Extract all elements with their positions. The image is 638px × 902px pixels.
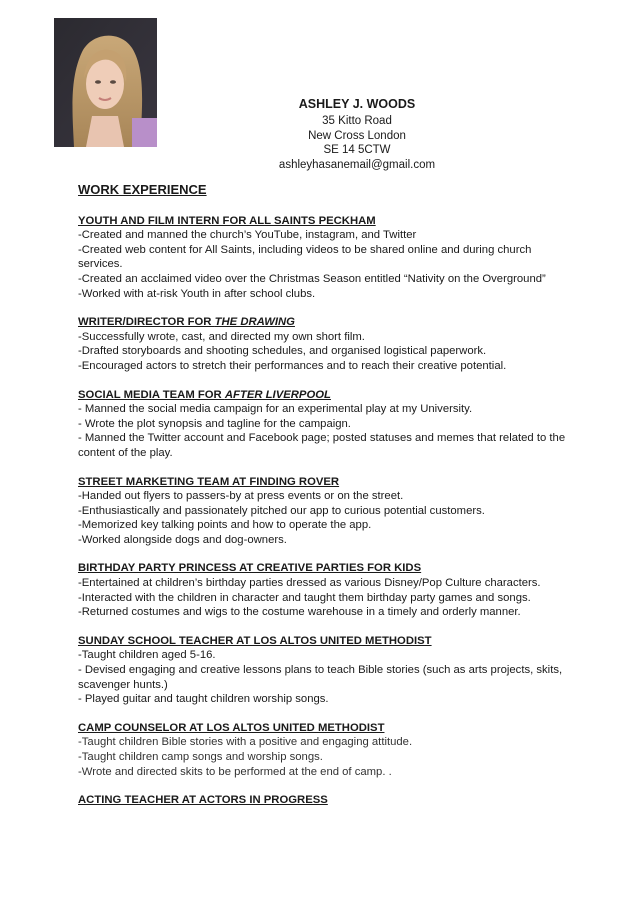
job-entry (78, 561, 568, 619)
resume-body (78, 183, 568, 822)
job-duty-line: -Interacted with the children in character and taught them birthday party games and songs. (78, 591, 531, 604)
job-duty-line: -Taught children camp songs and worship songs. (78, 751, 323, 763)
job-title-text: SUNDAY SCHOOL TEACHER AT LOS ALTOS UNITED METHODIST (78, 634, 432, 647)
job-duty-line: - Played guitar and taught children worship songs. (78, 693, 329, 706)
job-entry (78, 388, 568, 461)
portrait-image (54, 18, 157, 147)
job-title-text: BIRTHDAY PARTY PRINCESS AT CREATIVE PARTIES FOR KIDS (78, 562, 422, 575)
email: ashleyhasanemail@gmail.com (278, 158, 436, 171)
job-duty-line: - Manned the social media campaign for an experimental play at my University. (78, 403, 473, 416)
job-title (78, 721, 568, 736)
job-title (78, 315, 568, 330)
job-entry (78, 793, 568, 808)
job-entry (78, 475, 568, 548)
section-title-work-experience: WORK EXPERIENCE (78, 182, 207, 197)
job-duty-line: -Entertained at children’s birthday parties dressed as various Disney/Pop Culture characters. (78, 577, 541, 590)
job-title-text: YOUTH AND FILM INTERN FOR ALL SAINTS PECKHAM (78, 214, 376, 227)
job-duty-line: -Created and manned the church’s YouTube, instagram, and Twitter (78, 229, 417, 242)
job-duty-line: -Wrote and directed skits to be performed at the end of camp. . (78, 765, 392, 778)
job-title-text: ACTING TEACHER AT ACTORS IN PROGRESS (78, 794, 328, 807)
job-duty-line: -Successfully wrote, cast, and directed my own short film. (78, 330, 365, 343)
job-duty-line: -Taught children aged 5-16. (78, 649, 216, 662)
job-title-text: CAMP COUNSELOR AT LOS ALTOS UNITED METHODIST (78, 721, 385, 734)
address-line-2: New Cross London (308, 129, 406, 142)
job-duty-line: -Created web content for All Saints, including videos to be shared online and during church services. (78, 243, 532, 271)
job-title (78, 634, 568, 649)
job-title (78, 793, 568, 808)
job-title-text: STREET MARKETING TEAM AT FINDING ROVER (78, 475, 340, 488)
job-duty-line: - Devised engaging and creative lessons plans to teach Bible stories (such as arts projects, skits, scavenger hunts.) (78, 664, 563, 691)
job-entry (78, 721, 568, 779)
postcode: SE 14 5CTW (323, 144, 391, 156)
jobs-list (78, 214, 568, 808)
applicant-name: ASHLEY J. WOODS (298, 97, 416, 111)
job-title (78, 388, 568, 403)
job-title-emphasis: THE DRAWING (214, 316, 295, 329)
profile-photo (54, 18, 157, 147)
contact-header (250, 96, 464, 172)
job-entry (78, 634, 568, 707)
job-duty-line: -Encouraged actors to stretch their performances and to reach their creative potential. (78, 359, 507, 372)
job-duty-line: -Enthusiastically and passionately pitched our app to curious potential customers. (78, 504, 485, 517)
job-duty-line: - Manned the Twitter account and Facebook page; posted statuses and memes that related to the content of the play. (78, 432, 566, 459)
job-title-text: WRITER/DIRECTOR FOR (78, 316, 215, 329)
job-duty-line: -Handed out flyers to passers-by at press events or on the street. (78, 490, 404, 503)
job-duty-line: - Wrote the plot synopsis and tagline for the campaign. (78, 417, 351, 430)
job-title (78, 214, 568, 229)
job-duty-line: -Worked with at-risk Youth in after school clubs. (78, 287, 316, 300)
job-title-text: SOCIAL MEDIA TEAM FOR (78, 388, 225, 401)
job-duty-line: -Drafted storyboards and shooting schedules, and organised logistical paperwork. (78, 345, 487, 358)
job-duty-line: -Returned costumes and wigs to the costume warehouse in a timely and orderly manner. (78, 606, 521, 619)
job-entry (78, 315, 568, 373)
job-duty-line: -Created an acclaimed video over the Christmas Season entitled “Nativity on the Overground” (78, 272, 546, 285)
address-line-1: 35 Kitto Road (322, 115, 392, 127)
job-duty-line: -Worked alongside dogs and dog-owners. (78, 533, 287, 546)
job-title (78, 475, 568, 490)
job-title-emphasis: AFTER LIVERPOOL (224, 388, 331, 401)
job-duty-line: -Taught children Bible stories with a positive and engaging attitude. (78, 736, 413, 749)
job-title (78, 561, 568, 576)
job-duty-line: -Memorized key talking points and how to operate the app. (78, 519, 372, 532)
job-entry (78, 214, 568, 302)
